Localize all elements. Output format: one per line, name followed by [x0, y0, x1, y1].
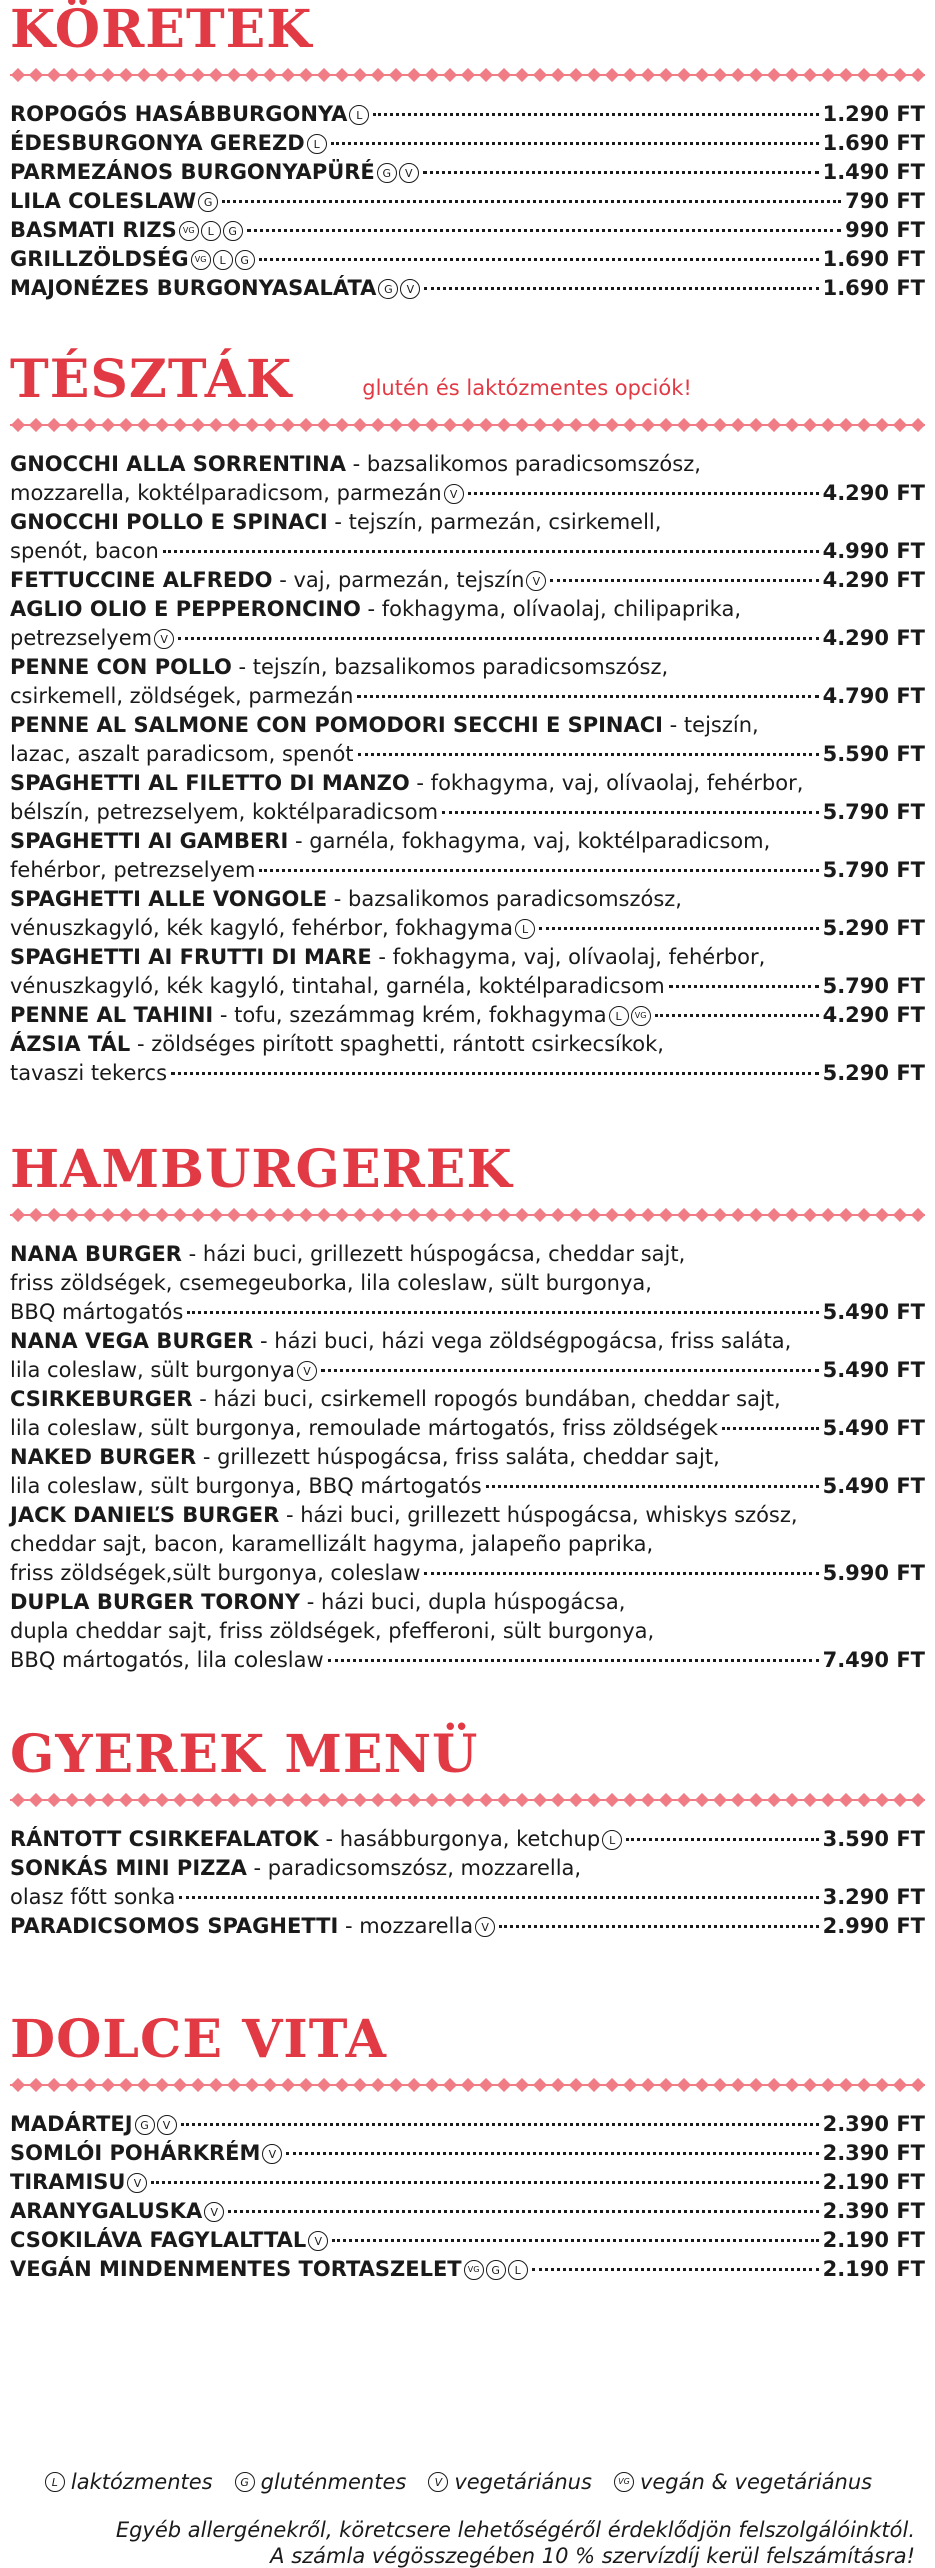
- item-price: 2.190 FT: [822, 2170, 925, 2194]
- item-description: - házi buci, csirkemell ropogós bundában, cheddar sajt,: [192, 1387, 781, 1411]
- item-price: 4.290 FT: [822, 481, 925, 505]
- dot-leader: [550, 579, 818, 582]
- dot-leader: [259, 258, 819, 261]
- legend-entry: [612, 2470, 872, 2494]
- vegan-icon: VG: [191, 250, 211, 270]
- item-description: BBQ mártogatós: [10, 1300, 184, 1324]
- legend-entry: [426, 2470, 592, 2494]
- item-name: ARANYGALUSKA: [10, 2199, 203, 2223]
- lactose-free-icon: L: [307, 134, 327, 154]
- dot-leader: [151, 2181, 818, 2184]
- item-price: 4.790 FT: [822, 684, 925, 708]
- menu-item: [10, 885, 925, 943]
- gluten-free-icon: G: [235, 2472, 255, 2492]
- dot-leader: [286, 2152, 818, 2155]
- item-description: mozzarella, koktélparadicsom, parmezán: [10, 481, 442, 505]
- item-name: MAJONÉZES BURGONYASALÁTA: [10, 276, 377, 300]
- menu-item: [10, 187, 925, 216]
- item-name: GNOCCHI POLLO E SPINACI: [10, 510, 328, 534]
- item-price: 1.490 FT: [822, 160, 925, 184]
- dot-leader: [171, 1072, 819, 1075]
- menu-item: [10, 216, 925, 245]
- lactose-free-icon: L: [349, 105, 369, 125]
- dot-leader: [247, 229, 841, 232]
- item-description: - tejszín, bazsalikomos paradicsomszósz,: [231, 655, 669, 679]
- item-price: 2.190 FT: [822, 2257, 925, 2281]
- item-name: ROPOGÓS HASÁBBURGONYA: [10, 102, 348, 126]
- item-description: - garnéla, fokhagyma, vaj, koktélparadicsom,: [288, 829, 771, 853]
- item-name: CSIRKEBURGER: [10, 1387, 193, 1411]
- dot-leader: [357, 695, 818, 698]
- dot-leader: [669, 985, 819, 988]
- diamond-divider: [10, 1208, 925, 1222]
- item-name: GRILLZÖLDSÉG: [10, 247, 189, 271]
- lactose-free-icon: L: [515, 919, 535, 939]
- dot-leader: [331, 142, 819, 145]
- item-name: PENNE AL SALMONE CON POMODORI SECCHI E SPINACI: [10, 713, 663, 737]
- vegetarian-icon: V: [297, 1361, 317, 1381]
- gluten-free-icon: G: [377, 163, 397, 183]
- legend-label: gluténmentes: [260, 2470, 407, 2494]
- section-title: DOLCE VITA: [10, 2009, 387, 2070]
- item-name: PARADICSOMOS SPAGHETTI: [10, 1914, 339, 1938]
- vegetarian-icon: V: [444, 484, 464, 504]
- item-description: - mozzarella: [338, 1914, 474, 1938]
- dot-leader: [539, 927, 819, 930]
- item-description: - házi buci, dupla húspogácsa,: [300, 1590, 626, 1614]
- diamond-divider: [10, 1793, 925, 1807]
- dot-leader: [423, 171, 819, 174]
- item-name: LILA COLESLAW: [10, 189, 197, 213]
- menu-item: [10, 245, 925, 274]
- dot-leader: [655, 1014, 819, 1017]
- item-price: 5.290 FT: [822, 916, 925, 940]
- item-price: 5.990 FT: [822, 1561, 925, 1585]
- item-name: FETTUCCINE ALFREDO: [10, 568, 273, 592]
- item-name: JACK DANIEĽS BURGER: [10, 1503, 280, 1527]
- item-price: 4.990 FT: [822, 539, 925, 563]
- item-description: - házi buci, házi vega zöldségpogácsa, friss saláta,: [253, 1329, 792, 1353]
- diamond-divider: [10, 68, 925, 82]
- dot-leader: [373, 113, 818, 116]
- item-name: BASMATI RIZS: [10, 218, 177, 242]
- menu-item: [10, 595, 925, 653]
- item-description: BBQ mártogatós, lila coleslaw: [10, 1648, 324, 1672]
- menu-item: [10, 1854, 925, 1912]
- vegan-icon: VG: [631, 1006, 651, 1026]
- item-description: vénuszkagyló, kék kagyló, tintahal, garnéla, koktélparadicsom: [10, 974, 665, 998]
- vegetarian-icon: V: [154, 629, 174, 649]
- item-price: 5.290 FT: [822, 1061, 925, 1085]
- gluten-free-icon: G: [378, 279, 398, 299]
- dot-leader: [321, 1369, 819, 1372]
- vegan-icon: VG: [464, 2260, 484, 2280]
- item-description: - hasábburgonya, ketchup: [318, 1827, 601, 1851]
- item-description: - grillezett húspogácsa, friss saláta, cheddar sajt,: [196, 1445, 720, 1469]
- item-name: SPAGHETTI AL FILETTO DI MANZO: [10, 771, 410, 795]
- allergen-legend: [0, 2470, 915, 2494]
- lactose-free-icon: L: [602, 1830, 622, 1850]
- dot-leader: [722, 1427, 819, 1430]
- menu-item: [10, 100, 925, 129]
- menu-item: [10, 158, 925, 187]
- item-description: bélszín, petrezselyem, koktélparadicsom: [10, 800, 439, 824]
- dot-leader: [187, 1311, 818, 1314]
- dot-leader: [486, 1485, 819, 1488]
- section-title: TÉSZTÁK: [10, 349, 293, 410]
- item-description: friss zöldségek, csemegeuborka, lila coleslaw, sült burgonya,: [10, 1271, 652, 1295]
- menu-section: [10, 1725, 925, 1941]
- dot-leader: [332, 2239, 818, 2242]
- item-price: 4.290 FT: [822, 626, 925, 650]
- item-description: - tofu, szezámmag krém, fokhagyma: [213, 1003, 607, 1027]
- item-price: 790 FT: [845, 189, 925, 213]
- diamond-divider: [10, 2078, 925, 2092]
- gluten-free-icon: G: [235, 250, 255, 270]
- item-price: 1.290 FT: [822, 102, 925, 126]
- item-price: 5.490 FT: [822, 1300, 925, 1324]
- diamond-divider: [10, 418, 925, 432]
- menu-item: [10, 2139, 925, 2168]
- item-description: lila coleslaw, sült burgonya: [10, 1358, 296, 1382]
- vegetarian-icon: V: [157, 2115, 177, 2135]
- item-description: - bazsalikomos paradicsomszósz,: [327, 887, 682, 911]
- lactose-free-icon: L: [201, 221, 221, 241]
- section-subtitle: glutén és laktózmentes opciók!: [362, 376, 692, 400]
- item-description: fehérbor, petrezselyem: [10, 858, 256, 882]
- item-price: 2.390 FT: [822, 2199, 925, 2223]
- item-name: VEGÁN MINDENMENTES TORTASZELET: [10, 2257, 462, 2281]
- item-name: SPAGHETTI AI FRUTTI DI MARE: [10, 945, 372, 969]
- item-price: 5.490 FT: [822, 1416, 925, 1440]
- menu-item: [10, 1825, 925, 1854]
- item-description: - házi buci, grillezett húspogácsa, whiskys szósz,: [279, 1503, 798, 1527]
- menu-item: [10, 653, 925, 711]
- dot-leader: [163, 550, 819, 553]
- item-description: lazac, aszalt paradicsom, spenót: [10, 742, 354, 766]
- item-description: petrezselyem: [10, 626, 153, 650]
- item-description: - vaj, parmezán, tejszín: [272, 568, 525, 592]
- legend-label: vegán & vegetáriánus: [639, 2470, 873, 2494]
- menu-item: [10, 1001, 925, 1030]
- menu-item: [10, 827, 925, 885]
- dot-leader: [181, 2123, 819, 2126]
- item-name: GNOCCHI ALLA SORRENTINA: [10, 452, 346, 476]
- menu-item: [10, 2197, 925, 2226]
- menu-item: [10, 1912, 925, 1941]
- item-description: friss zöldségek,sült burgonya, coleslaw: [10, 1561, 421, 1585]
- item-price: 5.490 FT: [822, 1474, 925, 1498]
- item-description: - fokhagyma, vaj, olívaolaj, fehérbor,: [371, 945, 766, 969]
- lactose-free-icon: L: [508, 2260, 528, 2280]
- item-name: SOMLÓI POHÁRKRÉM: [10, 2141, 261, 2165]
- item-description: lila coleslaw, sült burgonya, BBQ mártogatós: [10, 1474, 482, 1498]
- menu-item: [10, 1030, 925, 1088]
- section-title: GYEREK MENÜ: [10, 1724, 479, 1785]
- item-description: - bazsalikomos paradicsomszósz,: [345, 452, 701, 476]
- gluten-free-icon: G: [486, 2260, 506, 2280]
- item-price: 5.790 FT: [822, 974, 925, 998]
- item-description: spenót, bacon: [10, 539, 159, 563]
- item-name: SPAGHETTI ALLE VONGOLE: [10, 887, 328, 911]
- menu-section: [10, 350, 925, 1088]
- menu-section: [10, 1140, 925, 1675]
- item-price: 1.690 FT: [822, 131, 925, 155]
- menu-item: [10, 566, 925, 595]
- dot-leader: [499, 1925, 819, 1928]
- item-name: SPAGHETTI AI GAMBERI: [10, 829, 289, 853]
- dot-leader: [228, 2210, 818, 2213]
- item-price: 1.690 FT: [822, 247, 925, 271]
- dot-leader: [259, 869, 818, 872]
- item-price: 3.290 FT: [822, 1885, 925, 1909]
- menu-item: [10, 1588, 925, 1675]
- dot-leader: [358, 753, 819, 756]
- lactose-free-icon: L: [609, 1006, 629, 1026]
- item-price: 4.290 FT: [822, 1003, 925, 1027]
- dot-leader: [178, 637, 818, 640]
- item-description: - fokhagyma, vaj, olívaolaj, fehérbor,: [409, 771, 804, 795]
- section-title: KÖRETEK: [10, 0, 313, 60]
- menu-item: [10, 1240, 925, 1327]
- menu-item: [10, 129, 925, 158]
- item-price: 2.390 FT: [822, 2112, 925, 2136]
- dot-leader: [328, 1659, 819, 1662]
- vegetarian-icon: V: [400, 279, 420, 299]
- item-price: 1.690 FT: [822, 276, 925, 300]
- vegan-icon: VG: [614, 2472, 634, 2492]
- item-description: vénuszkagyló, kék kagyló, fehérbor, fokhagyma: [10, 916, 514, 940]
- item-description: - házi buci, grillezett húspogácsa, cheddar sajt,: [181, 1242, 686, 1266]
- vegetarian-icon: V: [428, 2472, 448, 2492]
- item-name: PARMEZÁNOS BURGONYAPÜRÉ: [10, 160, 375, 184]
- lactose-free-icon: L: [213, 250, 233, 270]
- menu-item: [10, 1443, 925, 1501]
- dot-leader: [222, 200, 841, 203]
- dot-leader: [442, 811, 819, 814]
- item-price: 5.790 FT: [822, 800, 925, 824]
- item-description: - fokhagyma, olívaolaj, chilipaprika,: [360, 597, 742, 621]
- dot-leader: [424, 1572, 818, 1575]
- item-price: 3.590 FT: [822, 1827, 925, 1851]
- menu-item: [10, 274, 925, 303]
- menu-item: [10, 1501, 925, 1588]
- allergen-note: Egyéb allergénekről, köretcsere lehetőségéről érdeklődjön felszolgálóinktól.: [115, 2518, 915, 2542]
- item-price: 7.490 FT: [822, 1648, 925, 1672]
- dot-leader: [468, 492, 819, 495]
- item-name: PENNE CON POLLO: [10, 655, 232, 679]
- item-description: csirkemell, zöldségek, parmezán: [10, 684, 354, 708]
- gluten-free-icon: G: [198, 192, 218, 212]
- item-price: 5.790 FT: [822, 858, 925, 882]
- legend-entry: [43, 2470, 213, 2494]
- item-price: 990 FT: [845, 218, 925, 242]
- menu-item: [10, 711, 925, 769]
- gluten-free-icon: G: [223, 221, 243, 241]
- item-price: 2.990 FT: [822, 1914, 925, 1938]
- legend-label: laktózmentes: [70, 2470, 213, 2494]
- menu-section: [10, 0, 925, 303]
- item-name: NANA BURGER: [10, 1242, 182, 1266]
- vegetarian-icon: V: [127, 2173, 147, 2193]
- item-name: NAKED BURGER: [10, 1445, 197, 1469]
- item-description: lila coleslaw, sült burgonya, remoulade mártogatós, friss zöldségek: [10, 1416, 719, 1440]
- vegetarian-icon: V: [475, 1917, 495, 1937]
- item-name: DUPLA BURGER TORONY: [10, 1590, 301, 1614]
- dot-leader: [179, 1896, 818, 1899]
- item-description: cheddar sajt, bacon, karamellizált hagyma, jalapeño paprika,: [10, 1532, 654, 1556]
- item-name: ÁZSIA TÁL: [10, 1032, 131, 1056]
- item-description: tavaszi tekercs: [10, 1061, 168, 1085]
- item-name: TIRAMISU: [10, 2170, 126, 2194]
- vegan-icon: VG: [179, 221, 199, 241]
- item-name: RÁNTOTT CSIRKEFALATOK: [10, 1827, 319, 1851]
- item-description: - tejszín,: [662, 713, 759, 737]
- item-name: CSOKILÁVA FAGYLALTTAL: [10, 2228, 307, 2252]
- item-name: MADÁRTEJ: [10, 2112, 133, 2136]
- item-price: 5.590 FT: [822, 742, 925, 766]
- vegetarian-icon: V: [399, 163, 419, 183]
- menu-item: [10, 943, 925, 1001]
- menu-item: [10, 2226, 925, 2255]
- menu-item: [10, 2255, 925, 2284]
- item-name: SONKÁS MINI PIZZA: [10, 1856, 247, 1880]
- gluten-free-icon: G: [135, 2115, 155, 2135]
- dot-leader: [424, 287, 818, 290]
- item-description: olasz főtt sonka: [10, 1885, 176, 1909]
- section-title: HAMBURGEREK: [10, 1139, 513, 1200]
- legend-entry: [233, 2470, 407, 2494]
- service-fee-note: A számla végösszegében 10 % szervízdíj kerül felszámításra!: [270, 2544, 915, 2568]
- item-name: ÉDESBURGONYA GEREZD: [10, 131, 305, 155]
- item-name: PENNE AL TAHINI: [10, 1003, 214, 1027]
- item-description: - paradicsomszósz, mozzarella,: [246, 1856, 582, 1880]
- menu-item: [10, 769, 925, 827]
- item-description: - tejszín, parmezán, csirkemell,: [327, 510, 662, 534]
- menu-section: [10, 2010, 925, 2284]
- vegetarian-icon: V: [526, 571, 546, 591]
- menu-item: [10, 1327, 925, 1385]
- item-description: dupla cheddar sajt, friss zöldségek, pfefferoni, sült burgonya,: [10, 1619, 655, 1643]
- dot-leader: [626, 1838, 818, 1841]
- item-name: NANA VEGA BURGER: [10, 1329, 254, 1353]
- menu-item: [10, 1385, 925, 1443]
- vegetarian-icon: V: [308, 2231, 328, 2251]
- item-price: 4.290 FT: [822, 568, 925, 592]
- menu-item: [10, 2168, 925, 2197]
- vegetarian-icon: V: [204, 2202, 224, 2222]
- menu-item: [10, 508, 925, 566]
- legend-label: vegetáriánus: [454, 2470, 592, 2494]
- item-description: - zöldséges pirított spaghetti, rántott csirkecsíkok,: [130, 1032, 664, 1056]
- item-name: AGLIO OLIO E PEPPERONCINO: [10, 597, 361, 621]
- menu-item: [10, 2110, 925, 2139]
- item-price: 2.190 FT: [822, 2228, 925, 2252]
- vegetarian-icon: V: [262, 2144, 282, 2164]
- menu-item: [10, 450, 925, 508]
- dot-leader: [532, 2268, 819, 2271]
- item-price: 2.390 FT: [822, 2141, 925, 2165]
- item-price: 5.490 FT: [822, 1358, 925, 1382]
- lactose-free-icon: L: [45, 2472, 65, 2492]
